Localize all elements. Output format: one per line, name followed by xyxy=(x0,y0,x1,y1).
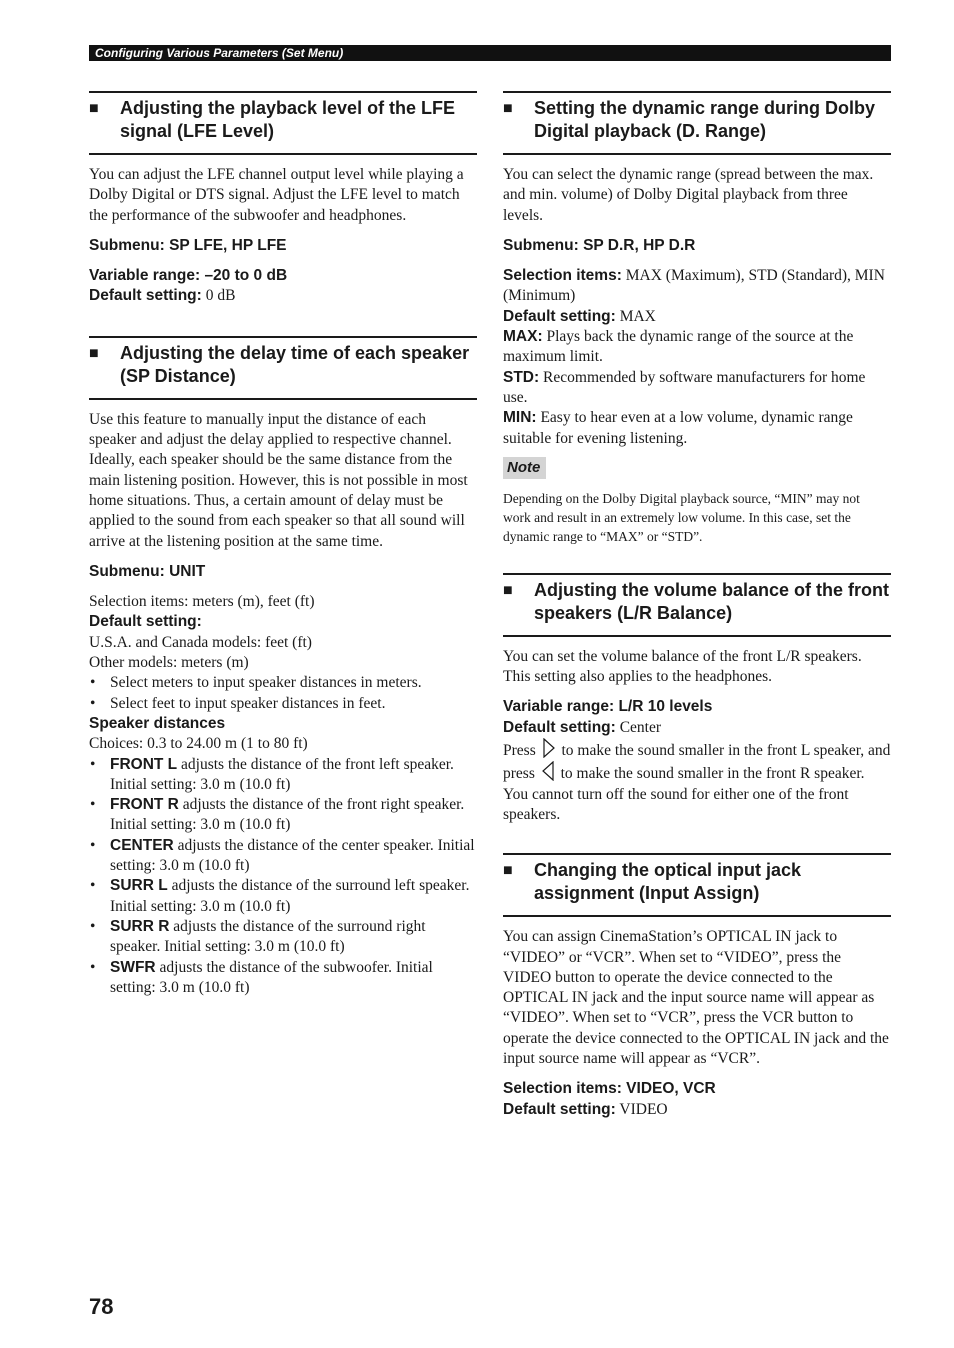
left-column xyxy=(89,91,477,998)
list-item: • Select feet to input speaker distances in feet. xyxy=(89,694,477,714)
list-item: • SURR L adjusts the distance of the surround left speaker. Initial setting: 3.0 m (10.0 ft) xyxy=(89,876,477,917)
balance-body: You can set the volume balance of the front L/R speakers. This setting also applies to the headphones. xyxy=(503,647,862,686)
lfe-body: You can adjust the LFE channel output level while playing a Dolby Digital or DTS signal. Adjust the LFE level to match the performance of the subwoofer and headphones. xyxy=(89,166,464,224)
assign-default: Default setting: VIDEO xyxy=(503,1100,668,1118)
section-heading-lr-balance xyxy=(503,573,891,637)
distance-body: Use this feature to manually input the distance of each speaker and adjust the delay applied to respective channel. Ideally, each speaker should be the same distance from the main listening position. However, this is not possible in most home situations. Thus, a certain amount of delay must be applied to the sound from each speaker so that all sound will arrive at the listening position at the same time. xyxy=(89,410,468,550)
heading-text: Setting the dynamic range during Dolby Digital playback (D. Range) xyxy=(534,98,876,141)
list-item: • CENTER adjusts the distance of the center speaker. Initial setting: 3.0 m (10.0 ft) xyxy=(89,836,477,877)
unit-default-us: U.S.A. and Canada models: feet (ft) xyxy=(89,633,312,651)
speaker-list xyxy=(89,755,477,999)
heading-text: Changing the optical input jack assignment (Input Assign) xyxy=(534,860,802,904)
heading-square-marker: ■ xyxy=(503,581,513,599)
drange-selection: Selection items: MAX (Maximum), STD (Standard), MIN (Minimum) xyxy=(503,267,885,305)
heading-square-marker: ■ xyxy=(503,862,513,880)
section-heading-d-range xyxy=(503,91,891,155)
list-item: • FRONT R adjusts the distance of the front right speaker. Initial setting: 3.0 m (10.0 ft) xyxy=(89,795,477,836)
balance-range: Variable range: L/R 10 levels xyxy=(503,698,713,716)
drange-def-std: STD: Recommended by software manufacturers for home use. xyxy=(503,368,866,406)
drange-def-min: MIN: Easy to hear even at a low volume, dynamic range suitable for evening listening. xyxy=(503,409,853,447)
heading-square-marker: ■ xyxy=(89,344,99,362)
right-triangle-icon xyxy=(542,738,556,758)
unit-default-other: Other models: meters (m) xyxy=(89,654,249,672)
note-label: Note xyxy=(503,457,546,479)
heading-text: Adjusting the delay time of each speaker (SP Distance) xyxy=(120,342,470,386)
heading-square-marker: ■ xyxy=(89,100,99,117)
lfe-default: Default setting: 0 dB xyxy=(89,287,236,305)
balance-press: Press to make the sound smaller in the front L speaker, and press to make the sound smaller in the front R speaker. You cannot turn off the sound for either one of the front speakers. xyxy=(503,738,891,825)
section-heading-lfe-level xyxy=(89,91,477,155)
list-item: • FRONT L adjusts the distance of the front left speaker. Initial setting: 3.0 m (10.0 ft) xyxy=(89,755,477,796)
balance-default: Default setting: Center xyxy=(503,718,662,736)
left-triangle-icon xyxy=(541,761,555,781)
note-text: Depending on the Dolby Digital playback source, “MIN” may not work and result in an extremely low volume. In this case, set the dynamic range to “MAX” or “STD”. xyxy=(503,490,860,544)
distance-submenu: Submenu: UNIT xyxy=(89,562,206,580)
right-column xyxy=(503,91,891,1120)
assign-selection: Selection items: VIDEO, VCR xyxy=(503,1080,716,1098)
lfe-submenu: Submenu: SP LFE, HP LFE xyxy=(89,236,287,254)
unit-default-label: Default setting: xyxy=(89,613,202,631)
section-heading-sp-distance xyxy=(89,336,477,400)
heading-square-marker: ■ xyxy=(503,100,513,117)
distance-choices: Choices: 0.3 to 24.00 m (1 to 80 ft) xyxy=(89,735,308,753)
lfe-range: Variable range: –20 to 0 dB xyxy=(89,267,288,285)
drange-def-max: MAX: Plays back the dynamic range of the source at the maximum limit. xyxy=(503,328,854,366)
section-heading-input-assign xyxy=(503,853,891,917)
list-item: • Select meters to input speaker distances in meters. xyxy=(89,673,477,693)
unit-selection: Selection items: meters (m), feet (ft) xyxy=(89,593,315,611)
page-number: 78 xyxy=(89,1294,114,1319)
running-header: Configuring Various Parameters (Set Menu) xyxy=(89,45,891,61)
assign-body: You can assign CinemaStation’s OPTICAL IN jack to “VIDEO” or “VCR”. When set to “VIDEO”, press the VIDEO button to operate the device connected to the OPTICAL IN jack and the input source name will appear as “VIDEO”. When set to “VCR”, press the VCR button to operate the device connected to the OPTICAL IN jack and the input source name will appear as “VCR”. xyxy=(503,928,889,1068)
drange-default: Default setting: MAX xyxy=(503,307,656,325)
speaker-distances-label: Speaker distances xyxy=(89,714,226,732)
drange-submenu: Submenu: SP D.R, HP D.R xyxy=(503,236,696,254)
drange-body: You can select the dynamic range (spread between the max. and min. volume) of Dolby Digital playback from three levels. xyxy=(503,166,874,224)
list-item: • SWFR adjusts the distance of the subwoofer. Initial setting: 3.0 m (10.0 ft) xyxy=(89,958,477,999)
heading-text: Adjusting the volume balance of the front speakers (L/R Balance) xyxy=(534,579,890,623)
heading-text: Adjusting the playback level of the LFE signal (LFE Level) xyxy=(120,98,456,141)
list-item: • SURR R adjusts the distance of the surround right speaker. Initial setting: 3.0 m (10.0 ft) xyxy=(89,917,477,958)
unit-bullets xyxy=(89,673,477,714)
